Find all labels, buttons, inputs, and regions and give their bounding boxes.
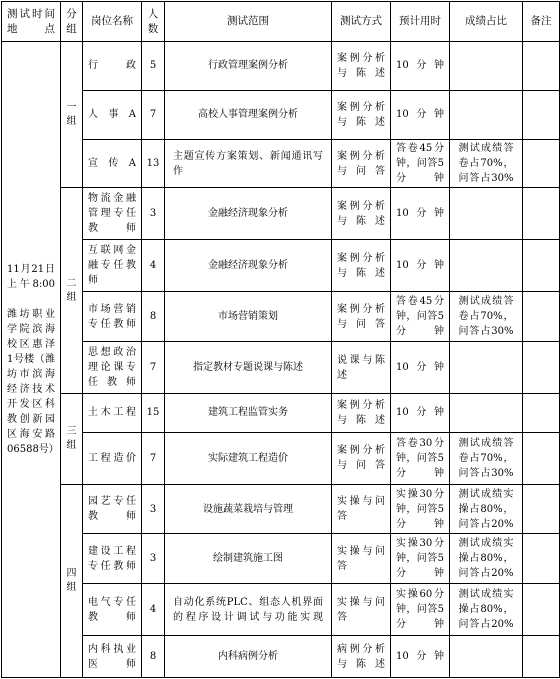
method-text: 案例分析 与陈述 [337, 200, 385, 227]
method-text: 病例分析 与陈述 [337, 643, 385, 670]
method-cell [332, 636, 391, 678]
header-position [83, 2, 142, 42]
position-text: 行政 [88, 60, 136, 72]
duration-text: 答卷45分 钟，问答5 分钟 [396, 296, 444, 338]
header-duration [391, 2, 450, 42]
scope-cell [165, 342, 332, 394]
duration-cell [391, 394, 450, 432]
method-cell [332, 42, 391, 91]
method-cell [332, 139, 391, 188]
duration-text: 答卷30分 钟，问答5 分钟 [396, 437, 444, 479]
score-text: 测试成绩实 操占80%， 问答占20% [458, 538, 514, 580]
remarks-cell [523, 534, 560, 584]
position-text: 物流金融 管理专任 教师 [88, 193, 136, 235]
header-scope [165, 2, 332, 42]
position-text: 土木工程 [88, 407, 136, 419]
header-count-label: 人 数 [147, 7, 159, 35]
count-cell [142, 342, 165, 394]
header-group [61, 2, 83, 42]
count-text: 13 [146, 158, 160, 170]
score-cell [450, 584, 523, 636]
method-text: 案例分析 与陈述 [337, 399, 385, 426]
duration-cell [391, 584, 450, 636]
duration-cell [391, 188, 450, 240]
position-text: 市场营销 专任教师 [88, 303, 136, 330]
scope-cell [165, 394, 332, 432]
group-cell [61, 42, 83, 188]
scope-text: 指定教材专题说课与陈述 [193, 362, 303, 374]
header-duration-label: 预计用时 [399, 15, 441, 27]
scope-cell [165, 584, 332, 636]
scope-cell [165, 484, 332, 534]
score-cell [450, 394, 523, 432]
method-text: 案例分析 与陈述 [337, 101, 385, 128]
method-cell [332, 534, 391, 584]
position-text: 思想政治 理论课专 任教师 [88, 347, 136, 389]
group-cell [61, 394, 83, 484]
scope-text: 实际建筑工程造价 [208, 452, 288, 464]
remarks-cell [523, 342, 560, 394]
remarks-cell [523, 636, 560, 678]
scope-cell [165, 90, 332, 139]
count-text: 7 [149, 109, 157, 121]
scope-text: 高校人事管理案例分析 [198, 109, 298, 121]
method-text: 案例分析 与问答 [337, 150, 385, 177]
scope-text: 市场营销策划 [218, 311, 278, 323]
method-cell [332, 584, 391, 636]
count-text: 7 [149, 452, 157, 464]
scope-cell [165, 188, 332, 240]
position-cell [83, 534, 142, 584]
table-row [2, 139, 560, 188]
count-text: 3 [149, 208, 157, 220]
table-row [2, 432, 560, 484]
count-cell [142, 584, 165, 636]
score-cell [450, 90, 523, 139]
score-text: 测试成绩实 操占80%， 问答占20% [458, 589, 514, 631]
position-cell [83, 42, 142, 91]
method-cell [332, 484, 391, 534]
table-row [2, 394, 560, 432]
method-text: 实操与问 答 [337, 496, 385, 523]
method-cell [332, 240, 391, 292]
score-cell [450, 292, 523, 342]
score-cell [450, 342, 523, 394]
header-method-label: 测试方式 [340, 15, 382, 27]
scope-text: 金融经济现象分析 [208, 208, 288, 220]
table-row [2, 240, 560, 292]
score-cell [450, 636, 523, 678]
score-cell [450, 484, 523, 534]
group-label: 二 组 [66, 277, 77, 303]
scope-cell [165, 432, 332, 484]
position-text: 园艺专任 教师 [88, 496, 136, 523]
scope-text: 建筑工程监管实务 [208, 407, 288, 419]
group-label: 四 组 [66, 567, 77, 593]
method-text: 实操与问 答 [337, 545, 385, 572]
method-text: 说课与陈 述 [337, 354, 385, 381]
count-text: 7 [149, 362, 157, 374]
score-cell [450, 188, 523, 240]
position-cell [83, 636, 142, 678]
header-group-label: 分 组 [66, 7, 77, 35]
group-label: 三 组 [66, 425, 77, 451]
duration-cell [391, 90, 450, 139]
position-cell [83, 90, 142, 139]
duration-cell [391, 342, 450, 394]
table-row [2, 584, 560, 636]
method-text: 案例分析 与陈述 [337, 52, 385, 79]
header-time-location [2, 2, 61, 42]
table-row [2, 292, 560, 342]
duration-cell [391, 42, 450, 91]
method-cell [332, 188, 391, 240]
header-count [142, 2, 165, 42]
header-scope-label: 测试范围 [227, 15, 269, 27]
score-cell [450, 534, 523, 584]
group-cell [61, 484, 83, 677]
remarks-cell [523, 484, 560, 534]
table-row [2, 534, 560, 584]
position-text: 宣传A [88, 158, 136, 170]
recruitment-test-schedule-table [1, 1, 560, 678]
scope-text: 主题宣传方案策划、新闻通讯写 作 [173, 150, 323, 177]
header-time-location-label: 测试时间 地点 [7, 7, 55, 35]
method-text: 案例分析 与陈述 [337, 252, 385, 279]
duration-text: 实操30分 钟，问答5 分钟 [396, 538, 444, 580]
duration-text: 10分钟 [396, 407, 444, 419]
header-remarks-label: 备注 [530, 15, 552, 27]
scope-cell [165, 240, 332, 292]
score-text: 测试成绩实 操占80%， 问答占20% [458, 488, 514, 530]
count-text: 4 [149, 260, 157, 272]
count-cell [142, 636, 165, 678]
time-location-cell [2, 42, 61, 678]
score-text: 测试成绩答 卷占70%， 问答占30% [458, 143, 514, 185]
header-remarks [523, 2, 560, 42]
duration-text: 10分钟 [396, 651, 444, 663]
remarks-cell [523, 188, 560, 240]
score-cell [450, 139, 523, 188]
position-cell [83, 484, 142, 534]
score-text: 测试成绩答 卷占70%， 问答占30% [458, 437, 514, 479]
remarks-cell [523, 292, 560, 342]
scope-text: 设施蔬菜栽培与管理 [203, 503, 293, 515]
position-cell [83, 240, 142, 292]
remarks-cell [523, 139, 560, 188]
duration-text: 10分钟 [396, 208, 444, 220]
method-cell [332, 394, 391, 432]
remarks-cell [523, 240, 560, 292]
position-cell [83, 139, 142, 188]
duration-cell [391, 636, 450, 678]
method-text: 案例分析 与问答 [337, 303, 385, 330]
position-text: 人事A [88, 109, 136, 121]
count-cell [142, 188, 165, 240]
duration-cell [391, 139, 450, 188]
method-text: 实操与问 答 [337, 596, 385, 623]
position-cell [83, 188, 142, 240]
position-cell [83, 584, 142, 636]
method-text: 案例分析 与问答 [337, 445, 385, 472]
remarks-cell [523, 432, 560, 484]
scope-cell [165, 636, 332, 678]
position-text: 互联网金 融专任教 师 [88, 245, 136, 287]
position-cell [83, 394, 142, 432]
method-cell [332, 90, 391, 139]
remarks-cell [523, 584, 560, 636]
header-score [450, 2, 523, 42]
table-row [2, 636, 560, 678]
header-position-label: 岗位名称 [91, 15, 133, 27]
duration-text: 10分钟 [396, 109, 444, 121]
position-text: 建设工程 专任教师 [88, 545, 136, 572]
method-cell [332, 432, 391, 484]
remarks-cell [523, 394, 560, 432]
count-text: 15 [146, 407, 160, 419]
table-row [2, 342, 560, 394]
duration-text: 实操60分 钟，问答5 分钟 [396, 589, 444, 631]
header-row [2, 2, 560, 42]
duration-text: 10分钟 [396, 362, 444, 374]
count-text: 8 [149, 311, 157, 323]
count-cell [142, 484, 165, 534]
table-row [2, 484, 560, 534]
count-cell [142, 240, 165, 292]
score-text: 测试成绩答 卷占70%， 问答占30% [458, 296, 514, 338]
position-text: 工程造价 [88, 452, 136, 464]
header-score-label: 成绩占比 [465, 15, 507, 27]
method-cell [332, 292, 391, 342]
position-cell [83, 342, 142, 394]
count-text: 4 [149, 604, 157, 616]
scope-text: 行政管理案例分析 [208, 60, 288, 72]
remarks-cell [523, 42, 560, 91]
scope-cell [165, 534, 332, 584]
duration-cell [391, 432, 450, 484]
scope-text: 绘制建筑施工图 [213, 553, 283, 565]
position-text: 内科执业 医师 [88, 643, 136, 670]
score-cell [450, 432, 523, 484]
count-cell [142, 534, 165, 584]
position-cell [83, 432, 142, 484]
scope-text: 自动化系统PLC、组态人机界面 的程序设计调试与功能实现 [173, 596, 323, 623]
duration-text: 10分钟 [396, 260, 444, 272]
count-cell [142, 139, 165, 188]
table-row [2, 90, 560, 139]
count-cell [142, 292, 165, 342]
position-text: 电气专任 教师 [88, 596, 136, 623]
count-text: 3 [149, 503, 157, 515]
group-label: 一 组 [66, 101, 77, 127]
duration-cell [391, 292, 450, 342]
score-cell [450, 240, 523, 292]
table-body [2, 42, 560, 678]
count-cell [142, 42, 165, 91]
count-text: 5 [149, 60, 157, 72]
count-text: 3 [149, 553, 157, 565]
duration-cell [391, 240, 450, 292]
scope-text: 金融经济现象分析 [208, 260, 288, 272]
time-location-text: 11月21日 上午8:00 潍坊职业 学院滨海 校区惠泽 1号楼（潍 坊市滨海 经济技术 开发区科 教创新园 区海安路 06588号） [7, 264, 59, 455]
duration-cell [391, 484, 450, 534]
duration-text: 答卷45分 钟，问答5 分钟 [396, 143, 444, 185]
position-cell [83, 292, 142, 342]
scope-text: 内科病例分析 [218, 651, 278, 663]
score-cell [450, 42, 523, 91]
duration-text: 10分钟 [396, 60, 444, 72]
group-cell [61, 188, 83, 394]
method-cell [332, 342, 391, 394]
table-row [2, 188, 560, 240]
scope-cell [165, 42, 332, 91]
duration-cell [391, 534, 450, 584]
count-cell [142, 432, 165, 484]
count-cell [142, 90, 165, 139]
count-text: 8 [149, 651, 157, 663]
scope-cell [165, 292, 332, 342]
scope-cell [165, 139, 332, 188]
remarks-cell [523, 90, 560, 139]
count-cell [142, 394, 165, 432]
table-row [2, 42, 560, 91]
header-method [332, 2, 391, 42]
duration-text: 实操30分 钟，问答5 分钟 [396, 488, 444, 530]
